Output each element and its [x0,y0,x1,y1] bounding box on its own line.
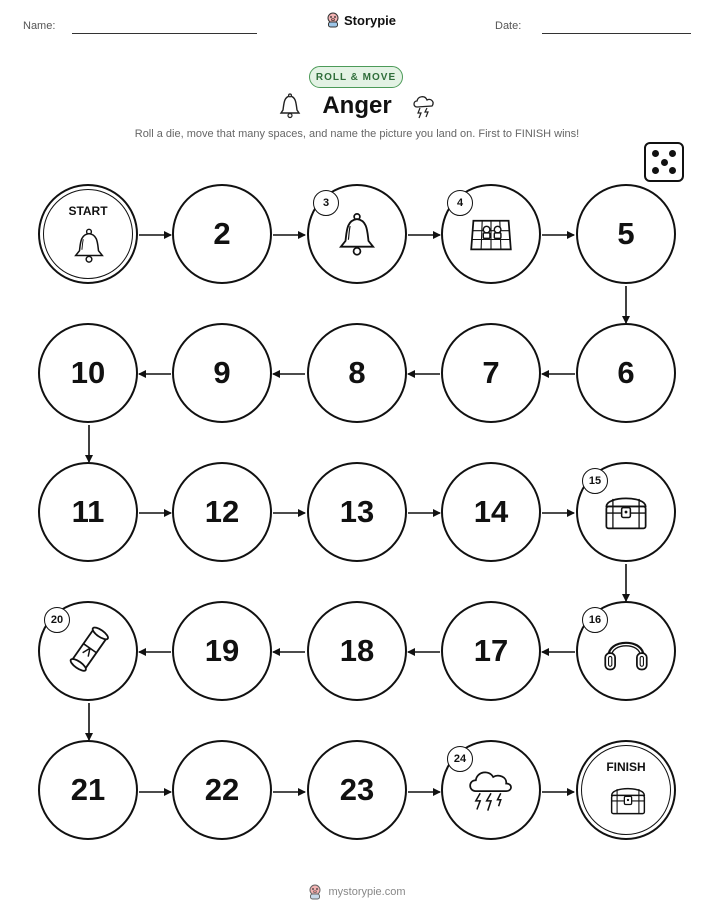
space-19 [172,601,272,701]
treasure-chest-icon [608,782,648,818]
space-number: 21 [70,772,106,807]
space-6 [576,323,676,423]
space-badge: 3 [313,190,339,216]
space-number: 18 [339,633,375,668]
footer [0,884,714,900]
space-number: 14 [473,494,509,529]
space-5 [576,184,676,284]
pig-mascot-icon [308,884,322,900]
space-finish [576,740,676,840]
space-number: 11 [71,494,105,529]
space-start [38,184,138,284]
space-number: 5 [617,216,635,251]
space-number: 12 [204,494,240,529]
space-8 [307,323,407,423]
space-number: 2 [213,216,231,251]
space-18 [307,601,407,701]
space-21 [38,740,138,840]
space-11 [38,462,138,562]
name-label: Name: [23,20,56,32]
space-number: 10 [70,355,106,390]
space-badge: 15 [582,468,608,494]
space-17 [441,601,541,701]
space-badge: 4 [447,190,473,216]
space-number: 8 [348,355,366,390]
space-13 [307,462,407,562]
start-label: START [68,204,108,218]
space-number: 22 [204,772,240,807]
space-badge: 20 [44,607,70,633]
board-game-icon [469,212,513,256]
space-22 [172,740,272,840]
space-10 [38,323,138,423]
date-label: Date: [495,20,522,32]
brand-name: Storypie [344,12,397,28]
space-number: 19 [204,633,240,668]
space-9 [172,323,272,423]
page-title: Anger [322,92,392,119]
space-14 [441,462,541,562]
footer-site: mystorypie.com [328,886,406,898]
space-number: 13 [339,494,375,529]
finish-label: FINISH [606,760,646,774]
space-number: 17 [473,633,509,668]
space-number: 7 [482,355,500,390]
space-12 [172,462,272,562]
treasure-chest-icon [602,491,650,533]
headphones-icon [602,629,650,673]
space-23 [307,740,407,840]
bell-icon [70,226,108,264]
storm-cloud-icon [465,767,517,813]
game-type-tag: ROLL & MOVE [309,66,403,88]
space-badge: 24 [447,746,473,772]
space-7 [441,323,541,423]
space-number: 23 [339,772,375,807]
space-number: 9 [213,355,231,390]
space-badge: 16 [582,607,608,633]
scroll-icon [65,625,111,677]
instructions: Roll a die, move that many spaces, and name the picture you land on. First to FINISH wins! [134,128,580,140]
space-2 [172,184,272,284]
bell-icon [334,211,380,257]
space-number: 6 [617,355,635,390]
